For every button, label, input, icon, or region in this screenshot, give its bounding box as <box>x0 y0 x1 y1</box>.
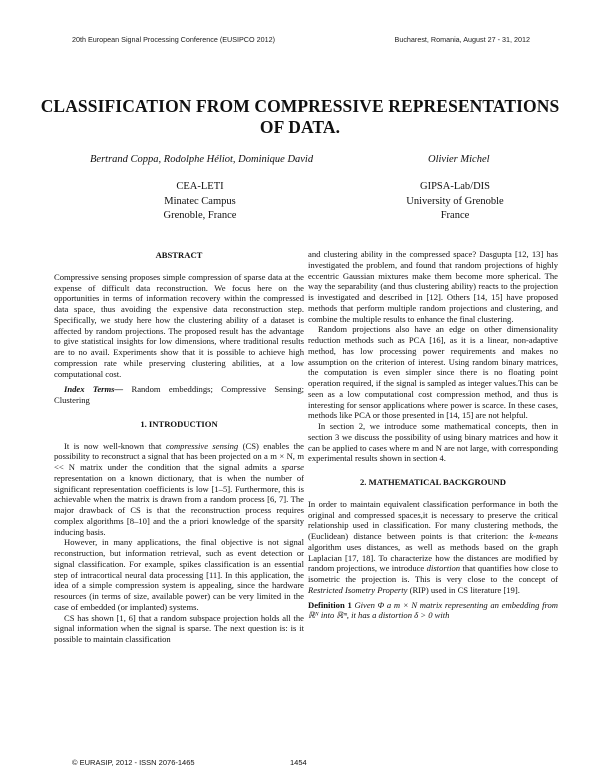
index-terms: Index Terms— Random embeddings; Compressive Sensing; Clustering <box>54 384 304 405</box>
abstract-text: Compressive sensing proposes simple compression of sparse data at the expense of difficult data reconstruction. We focus here on the opportunities in terms of information recovery within the compressed data space, thus avoiding the expensive data reconstruction step. Specifically, we study here how the clustering ability of a dataset is affected by random projections. The proposed result has the advantage to give statistical insights for low dimensions, where traditional results are to no avail. Experiments show that it is possible to achieve high compression rate while preserving clustering abilities, at a low computational cost. <box>54 271 304 379</box>
intro-paragraph-3: CS has shown [1, 6] that a random subspace projection holds all the signal information when the signal is sparse. The next question is: is it possible to maintain classification <box>54 612 304 644</box>
abstract-heading: ABSTRACT <box>155 250 203 260</box>
definition-1: Definition 1 Given Φ a m × N matrix representing an embedding from ℝᴺ into ℝᵐ, it has a distortion δ > 0 with <box>308 599 558 621</box>
authors-right: Olivier Michel <box>428 154 490 165</box>
page-number: 1454 <box>290 758 307 767</box>
right-paragraph-1: and clustering ability in the compressed space? Dasgupta [12, 13] has investigated the problem, and found that random projections of highly eccentric Gaussian mixtures make them become more spherical. The way the separability (and thus clustering ability) reacts to the projection is investigated and described in [12]. Others [14, 15] have proposed methods that perform multiple random projections and clustering, and combine the multiple results to enhance the final clustering. <box>308 249 558 324</box>
location-date-header: Bucharest, Romania, August 27 - 31, 2012 <box>394 35 530 44</box>
conference-header: 20th European Signal Processing Conference (EUSIPCO 2012) <box>72 35 275 44</box>
right-column <box>308 249 558 621</box>
section-2-heading: 2. MATHEMATICAL BACKGROUND <box>359 477 507 487</box>
right-paragraph-3: In section 2, we introduce some mathematical concepts, then in section 3 we discuss the possibility of using binary matrices and how it can be applied to cases where m and N are not large, with corresponding experimental results shown in section 4. <box>308 421 558 464</box>
footer-copyright: © EURASIP, 2012 - ISSN 2076-1465 <box>72 758 195 767</box>
affiliation-right: GIPSA-Lab/DIS University of Grenoble France <box>406 181 504 221</box>
affiliation-left: CEA-LETI Minatec Campus Grenoble, France <box>163 181 237 221</box>
right-paragraph-4: In order to maintain equivalent classification performance in both the original and compressed spaces,it is necessary to preserve the critical relationship used in classification. For many clustering methods, the (Euclidean) distance between points is that criterion: the k-means algorithm uses distances, as well as methods based on the graph Laplacian [17, 18]. To characterize how the distances are modified by random projections, we introduce distortion that quantifies how close to isometric the projection is. This is very close to the concept of Restricted Isometry Property (RIP) used in CS literature [19]. <box>308 498 558 595</box>
authors-left: Bertrand Coppa, Rodolphe Héliot, Dominique David <box>90 154 314 165</box>
intro-paragraph-2: However, in many applications, the final objective is not signal reconstruction, but information retrieval, such as event detection or signal classification. For example, spikes classification is an essential step of intracortical neural data processing [11]. In this application, the idea of a simple compression system is appealing, since the hardware resources (in terms of size, available power) can be very limited in the case of embedded (or implanted) systems. <box>54 537 304 612</box>
left-column <box>54 250 304 645</box>
paper-title: CLASSIFICATION FROM COMPRESSIVE REPRESENTATIONS OF DATA. <box>40 96 560 137</box>
intro-paragraph-1: It is now well-known that compressive sensing (CS) enables the possibility to reconstruct a signal that has been projected on a m × N, m << N matrix under the condition that the signal admits a sparse representation on a known dictionary, that is when the number of significant representation coefficients is low [1–5]. Furthermore, this is achievable when the matrix is drawn from a random process [6, 7]. The major drawback of CS is that the reconstruction process requires complex algorithms [8–10] and the a priori knowledge of the sparsity inducing basis. <box>54 440 304 537</box>
intro-heading: 1. INTRODUCTION <box>140 418 218 429</box>
right-paragraph-2: Random projections also have an edge on other dimensionality reduction methods such as PCA [16], as it is a linear, non-adaptive method, has low processing power requirements and makes no assumption on the criterion of interest. Using random binary matrices, the computation is even simpler since there is no floating point operation required, if the signal is sampled as integer values.This can be seen as a low computational cost compression method, and thus is interesting for sensor applications where power is scarce. In these cases, methods like PCA or those presented in [14, 15] are not helpful. <box>308 324 558 421</box>
